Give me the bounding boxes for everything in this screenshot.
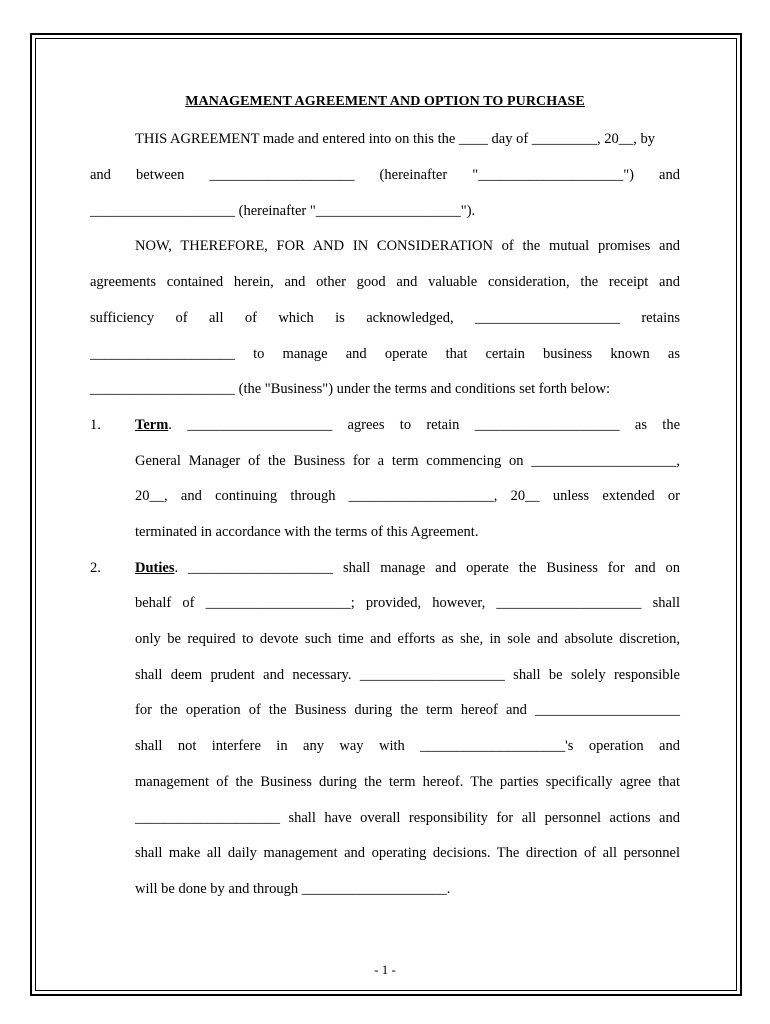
body-line: and between ____________________ (hereinafter "____________________") and [90,167,680,183]
section-text: . ____________________ agrees to retain ____________________ as the [168,417,680,433]
page-number: - 1 - [374,962,396,977]
body-line: ____________________ (hereinafter "____________________"). [90,203,476,219]
section-text: . ____________________ shall manage and operate the Business for and on [174,560,680,576]
section-number: 1. [90,417,101,433]
section-heading: Term [135,417,169,433]
body-line: management of the Business during the term hereof. The parties specifically agree that [135,774,680,790]
body-line: shall deem prudent and necessary. ____________________ shall be solely responsible [135,667,680,683]
body-line: for the operation of the Business during the term hereof and ____________________ [135,702,680,718]
body-line: General Manager of the Business for a term commencing on ____________________, [135,453,680,469]
section-first-line [135,559,680,577]
section-heading: Duties [135,560,175,576]
body-line: sufficiency of all of which is acknowledged, ____________________ retains [90,310,680,326]
document-title: MANAGEMENT AGREEMENT AND OPTION TO PURCHASE [185,94,585,109]
body-line: terminated in accordance with the terms of this Agreement. [135,524,479,540]
body-line: THIS AGREEMENT made and entered into on this the ____ day of _________, 20__, by [135,131,656,147]
body-line: NOW, THEREFORE, FOR AND IN CONSIDERATION of the mutual promises and [135,238,680,254]
body-line: agreements contained herein, and other good and valuable consideration, the receipt and [90,274,680,290]
body-line: ____________________ shall have overall responsibility for all personnel actions and [135,810,680,826]
body-line: 20__, and continuing through ____________________, 20__ unless extended or [135,488,680,504]
body-line: will be done by and through ____________________. [135,881,451,897]
body-line: only be required to devote such time and efforts as she, in sole and absolute discretion, [135,631,680,647]
body-line: ____________________ (the "Business") under the terms and conditions set forth below: [90,381,611,397]
body-line: shall not interfere in any way with ____________________'s operation and [135,738,680,754]
body-line: behalf of ____________________; provided, however, ____________________ shall [135,595,680,611]
section-number: 2. [90,560,101,576]
section-first-line [135,416,680,434]
body-line: shall make all daily management and operating decisions. The direction of all personnel [135,845,680,861]
body-line: ____________________ to manage and operate that certain business known as [90,346,680,362]
